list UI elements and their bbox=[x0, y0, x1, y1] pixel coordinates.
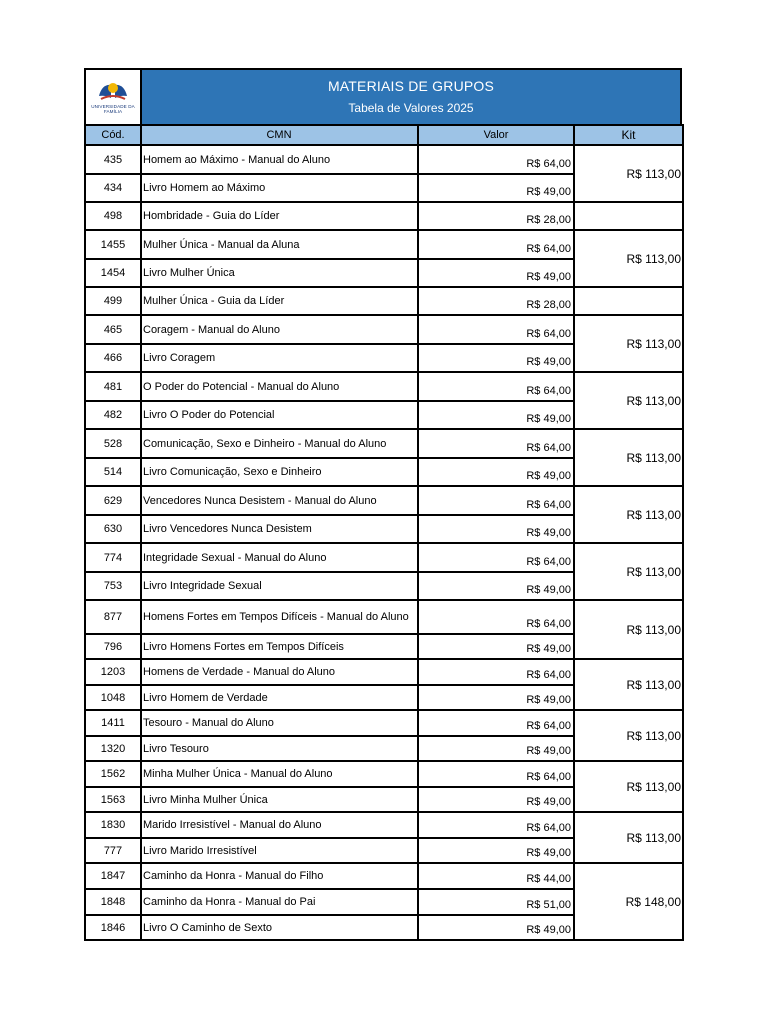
item-code: 514 bbox=[85, 458, 141, 486]
item-name: Coragem - Manual do Aluno bbox=[141, 315, 418, 344]
item-value: R$ 49,00 bbox=[418, 344, 574, 372]
item-value: R$ 44,00 bbox=[418, 863, 574, 889]
item-name: Livro Homens Fortes em Tempos Difíceis bbox=[141, 634, 418, 659]
item-name: Caminho da Honra - Manual do Pai bbox=[141, 889, 418, 915]
item-value: R$ 64,00 bbox=[418, 710, 574, 736]
item-code: 498 bbox=[85, 202, 141, 230]
item-value: R$ 49,00 bbox=[418, 838, 574, 863]
sheet-header bbox=[84, 68, 682, 124]
item-value: R$ 49,00 bbox=[418, 458, 574, 486]
item-code: 481 bbox=[85, 372, 141, 401]
price-sheet bbox=[84, 68, 682, 941]
table-row bbox=[85, 710, 683, 736]
item-name: Livro Minha Mulher Única bbox=[141, 787, 418, 812]
item-code: 777 bbox=[85, 838, 141, 863]
column-header-value: Valor bbox=[418, 125, 574, 145]
table-row bbox=[85, 543, 683, 572]
item-name: Livro O Caminho de Sexto bbox=[141, 915, 418, 940]
item-name: Comunicação, Sexo e Dinheiro - Manual do Aluno bbox=[141, 429, 418, 458]
item-name: Tesouro - Manual do Aluno bbox=[141, 710, 418, 736]
title-banner bbox=[142, 70, 680, 124]
table-row bbox=[85, 486, 683, 515]
table-row bbox=[85, 287, 683, 315]
item-value: R$ 64,00 bbox=[418, 372, 574, 401]
kit-price: R$ 113,00 bbox=[574, 761, 683, 812]
item-name: Homens Fortes em Tempos Difíceis - Manual do Aluno bbox=[141, 600, 418, 634]
item-name: Mulher Única - Manual da Aluna bbox=[141, 230, 418, 259]
item-value: R$ 64,00 bbox=[418, 486, 574, 515]
item-code: 465 bbox=[85, 315, 141, 344]
item-value: R$ 49,00 bbox=[418, 736, 574, 761]
kit-price: R$ 113,00 bbox=[574, 486, 683, 543]
item-name: Homens de Verdade - Manual do Aluno bbox=[141, 659, 418, 685]
table-row bbox=[85, 315, 683, 344]
item-value: R$ 64,00 bbox=[418, 145, 574, 174]
kit-price: R$ 113,00 bbox=[574, 429, 683, 486]
item-code: 1830 bbox=[85, 812, 141, 838]
table-row bbox=[85, 659, 683, 685]
item-name: Livro O Poder do Potencial bbox=[141, 401, 418, 429]
item-code: 1455 bbox=[85, 230, 141, 259]
logo bbox=[86, 70, 142, 124]
item-code: 1411 bbox=[85, 710, 141, 736]
item-value: R$ 64,00 bbox=[418, 543, 574, 572]
item-name: Livro Integridade Sexual bbox=[141, 572, 418, 600]
table-row bbox=[85, 202, 683, 230]
item-name: Livro Vencedores Nunca Desistem bbox=[141, 515, 418, 543]
item-code: 1454 bbox=[85, 259, 141, 287]
kit-price: R$ 113,00 bbox=[574, 812, 683, 863]
item-code: 774 bbox=[85, 543, 141, 572]
item-value: R$ 64,00 bbox=[418, 659, 574, 685]
item-value: R$ 64,00 bbox=[418, 230, 574, 259]
item-name: Vencedores Nunca Desistem - Manual do Aluno bbox=[141, 486, 418, 515]
table-row bbox=[85, 372, 683, 401]
item-name: Hombridade - Guia do Líder bbox=[141, 202, 418, 230]
item-code: 434 bbox=[85, 174, 141, 202]
kit-price bbox=[574, 287, 683, 315]
item-code: 1847 bbox=[85, 863, 141, 889]
logo-text: UNIVERSIDADE DA FAMÍLIA bbox=[91, 104, 135, 114]
item-value: R$ 49,00 bbox=[418, 259, 574, 287]
item-name: Livro Homem de Verdade bbox=[141, 685, 418, 710]
item-value: R$ 64,00 bbox=[418, 429, 574, 458]
item-name: O Poder do Potencial - Manual do Aluno bbox=[141, 372, 418, 401]
item-code: 1846 bbox=[85, 915, 141, 940]
item-value: R$ 28,00 bbox=[418, 287, 574, 315]
kit-price bbox=[574, 202, 683, 230]
item-code: 499 bbox=[85, 287, 141, 315]
item-name: Minha Mulher Única - Manual do Aluno bbox=[141, 761, 418, 787]
item-name: Homem ao Máximo - Manual do Aluno bbox=[141, 145, 418, 174]
item-code: 466 bbox=[85, 344, 141, 372]
kit-price: R$ 148,00 bbox=[574, 863, 683, 940]
item-code: 1203 bbox=[85, 659, 141, 685]
table-row bbox=[85, 600, 683, 634]
table-header-row bbox=[85, 125, 683, 145]
kit-price: R$ 113,00 bbox=[574, 600, 683, 659]
item-value: R$ 64,00 bbox=[418, 812, 574, 838]
item-name: Livro Comunicação, Sexo e Dinheiro bbox=[141, 458, 418, 486]
kit-price: R$ 113,00 bbox=[574, 543, 683, 600]
item-value: R$ 49,00 bbox=[418, 515, 574, 543]
item-value: R$ 49,00 bbox=[418, 572, 574, 600]
item-name: Livro Mulher Única bbox=[141, 259, 418, 287]
kit-price: R$ 113,00 bbox=[574, 372, 683, 429]
table-row bbox=[85, 761, 683, 787]
price-table bbox=[84, 124, 684, 941]
kit-price: R$ 113,00 bbox=[574, 145, 683, 202]
item-code: 528 bbox=[85, 429, 141, 458]
item-code: 1848 bbox=[85, 889, 141, 915]
column-header-cmn: CMN bbox=[141, 125, 418, 145]
column-header-kit: Kit bbox=[574, 125, 683, 145]
item-name: Livro Marido Irresistível bbox=[141, 838, 418, 863]
item-value: R$ 51,00 bbox=[418, 889, 574, 915]
item-value: R$ 49,00 bbox=[418, 915, 574, 940]
item-name: Livro Homem ao Máximo bbox=[141, 174, 418, 202]
item-name: Mulher Única - Guia da Líder bbox=[141, 287, 418, 315]
item-code: 1320 bbox=[85, 736, 141, 761]
table-row bbox=[85, 145, 683, 174]
universidade-da-familia-logo-icon bbox=[96, 80, 130, 104]
table-row bbox=[85, 812, 683, 838]
item-code: 1562 bbox=[85, 761, 141, 787]
item-code: 629 bbox=[85, 486, 141, 515]
kit-price: R$ 113,00 bbox=[574, 230, 683, 287]
item-name: Livro Coragem bbox=[141, 344, 418, 372]
kit-price: R$ 113,00 bbox=[574, 710, 683, 761]
item-code: 753 bbox=[85, 572, 141, 600]
item-code: 1048 bbox=[85, 685, 141, 710]
table-body bbox=[85, 145, 683, 940]
item-code: 877 bbox=[85, 600, 141, 634]
item-value: R$ 49,00 bbox=[418, 174, 574, 202]
column-header-code: Cód. bbox=[85, 125, 141, 145]
item-code: 796 bbox=[85, 634, 141, 659]
item-code: 630 bbox=[85, 515, 141, 543]
item-value: R$ 49,00 bbox=[418, 401, 574, 429]
item-name: Caminho da Honra - Manual do Filho bbox=[141, 863, 418, 889]
table-row bbox=[85, 230, 683, 259]
sheet-title: MATERIAIS DE GRUPOS bbox=[327, 78, 495, 94]
item-value: R$ 64,00 bbox=[418, 600, 574, 634]
item-code: 1563 bbox=[85, 787, 141, 812]
item-code: 482 bbox=[85, 401, 141, 429]
table-row bbox=[85, 429, 683, 458]
table-row bbox=[85, 863, 683, 889]
item-value: R$ 64,00 bbox=[418, 761, 574, 787]
sheet-subtitle: Tabela de Valores 2025 bbox=[348, 101, 474, 115]
item-value: R$ 49,00 bbox=[418, 685, 574, 710]
item-name: Integridade Sexual - Manual do Aluno bbox=[141, 543, 418, 572]
kit-price: R$ 113,00 bbox=[574, 315, 683, 372]
item-code: 435 bbox=[85, 145, 141, 174]
item-value: R$ 49,00 bbox=[418, 787, 574, 812]
item-value: R$ 28,00 bbox=[418, 202, 574, 230]
item-name: Marido Irresistível - Manual do Aluno bbox=[141, 812, 418, 838]
item-value: R$ 64,00 bbox=[418, 315, 574, 344]
kit-price: R$ 113,00 bbox=[574, 659, 683, 710]
item-name: Livro Tesouro bbox=[141, 736, 418, 761]
item-value: R$ 49,00 bbox=[418, 634, 574, 659]
